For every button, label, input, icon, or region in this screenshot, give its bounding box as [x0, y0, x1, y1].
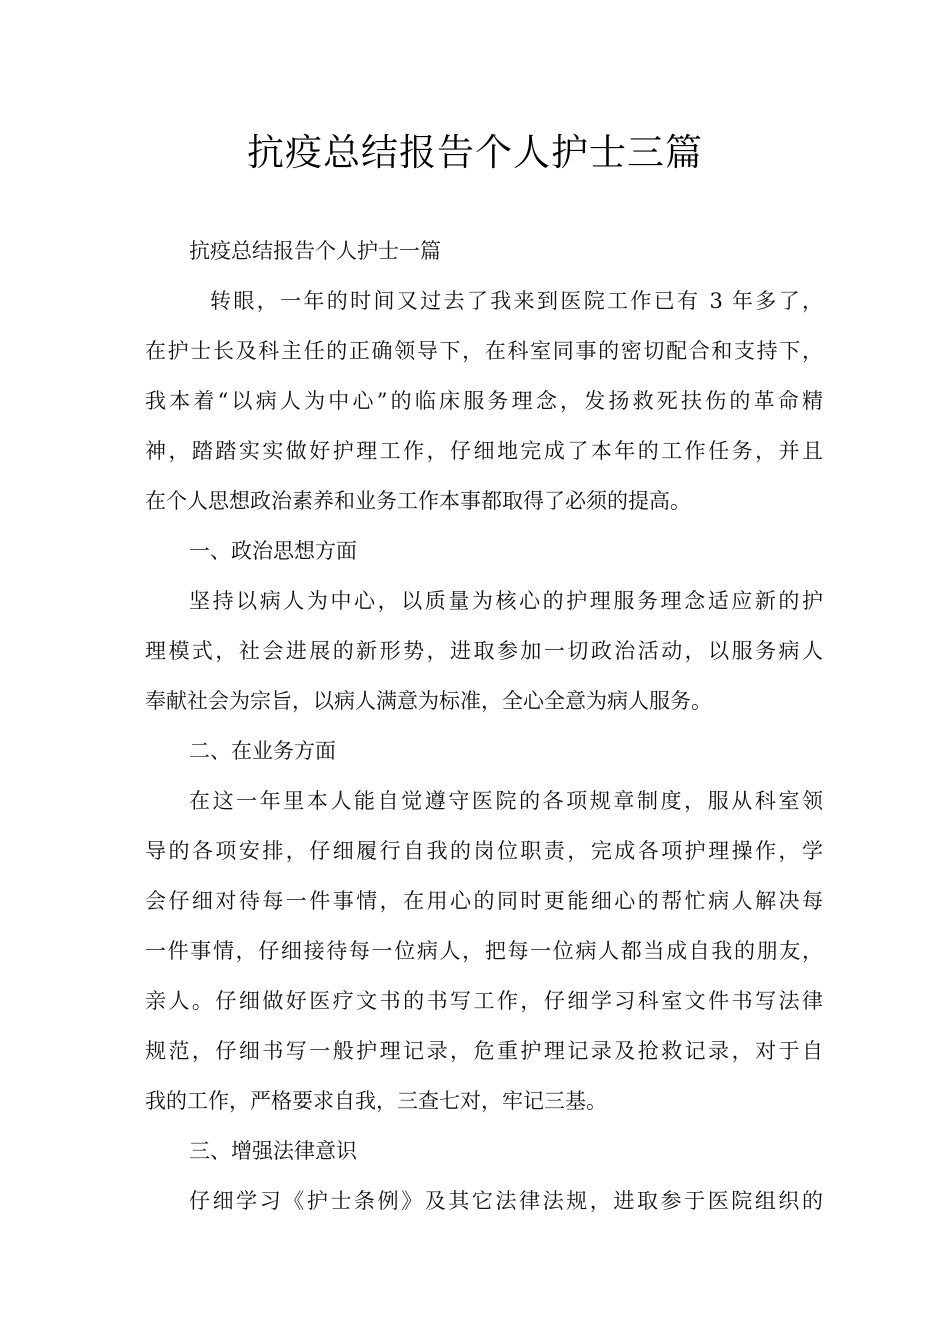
document-title: 抗疫总结报告个人护士三篇	[247, 131, 703, 174]
paragraph-line: 坚持以病人为中心，以质量为核心的护理服务理念适应新的护	[189, 589, 823, 613]
section-heading: 一、政治思想方面	[189, 539, 357, 563]
paragraph-line: 一件事情，仔细接待每一位病人，把每一位病人都当成自我的朋友，	[145, 939, 823, 963]
paragraph-line: 规范，仔细书写一般护理记录，危重护理记录及抢救记录，对于自	[145, 1039, 823, 1063]
paragraph-line: 在这一年里本人能自觉遵守医院的各项规章制度，服从科室领	[189, 789, 823, 813]
paragraph-line: 神，踏踏实实做好护理工作，仔细地完成了本年的工作任务，并且	[145, 439, 823, 463]
paragraph-line: 我的工作，严格要求自我，三查七对，牢记三基。	[145, 1089, 607, 1113]
section-heading: 三、增强法律意识	[189, 1139, 357, 1163]
section-heading: 二、在业务方面	[189, 739, 336, 763]
paragraph-line: 导的各项安排，仔细履行自我的岗位职责，完成各项护理操作，学	[145, 839, 823, 863]
paragraph-line: 奉献社会为宗旨，以病人满意为标准，全心全意为病人服务。	[145, 689, 712, 713]
paragraph-line: 我本着“以病人为中心”的临床服务理念，发扬救死扶伤的革命精	[145, 389, 823, 413]
paragraph-line: 理模式，社会进展的新形势，进取参加一切政治活动，以服务病人	[145, 639, 823, 663]
paragraph-line: 会仔细对待每一件事情，在用心的同时更能细心的帮忙病人解决每	[145, 889, 823, 913]
paragraph-line: 在护士长及科主任的正确领导下，在科室同事的密切配合和支持下，	[145, 339, 823, 363]
paragraph-line: 亲人。仔细做好医疗文书的书写工作，仔细学习科室文件书写法律	[145, 989, 823, 1013]
paragraph-line: 在个人思想政治素养和业务工作本事都取得了必须的提高。	[145, 489, 691, 513]
paragraph-line: 转眼，一年的时间又过去了我来到医院工作已有 3 年多了，	[210, 289, 823, 313]
section-subtitle: 抗疫总结报告个人护士一篇	[189, 239, 441, 263]
paragraph-line: 仔细学习《护士条例》及其它法律法规，进取参于医院组织的	[189, 1189, 823, 1213]
